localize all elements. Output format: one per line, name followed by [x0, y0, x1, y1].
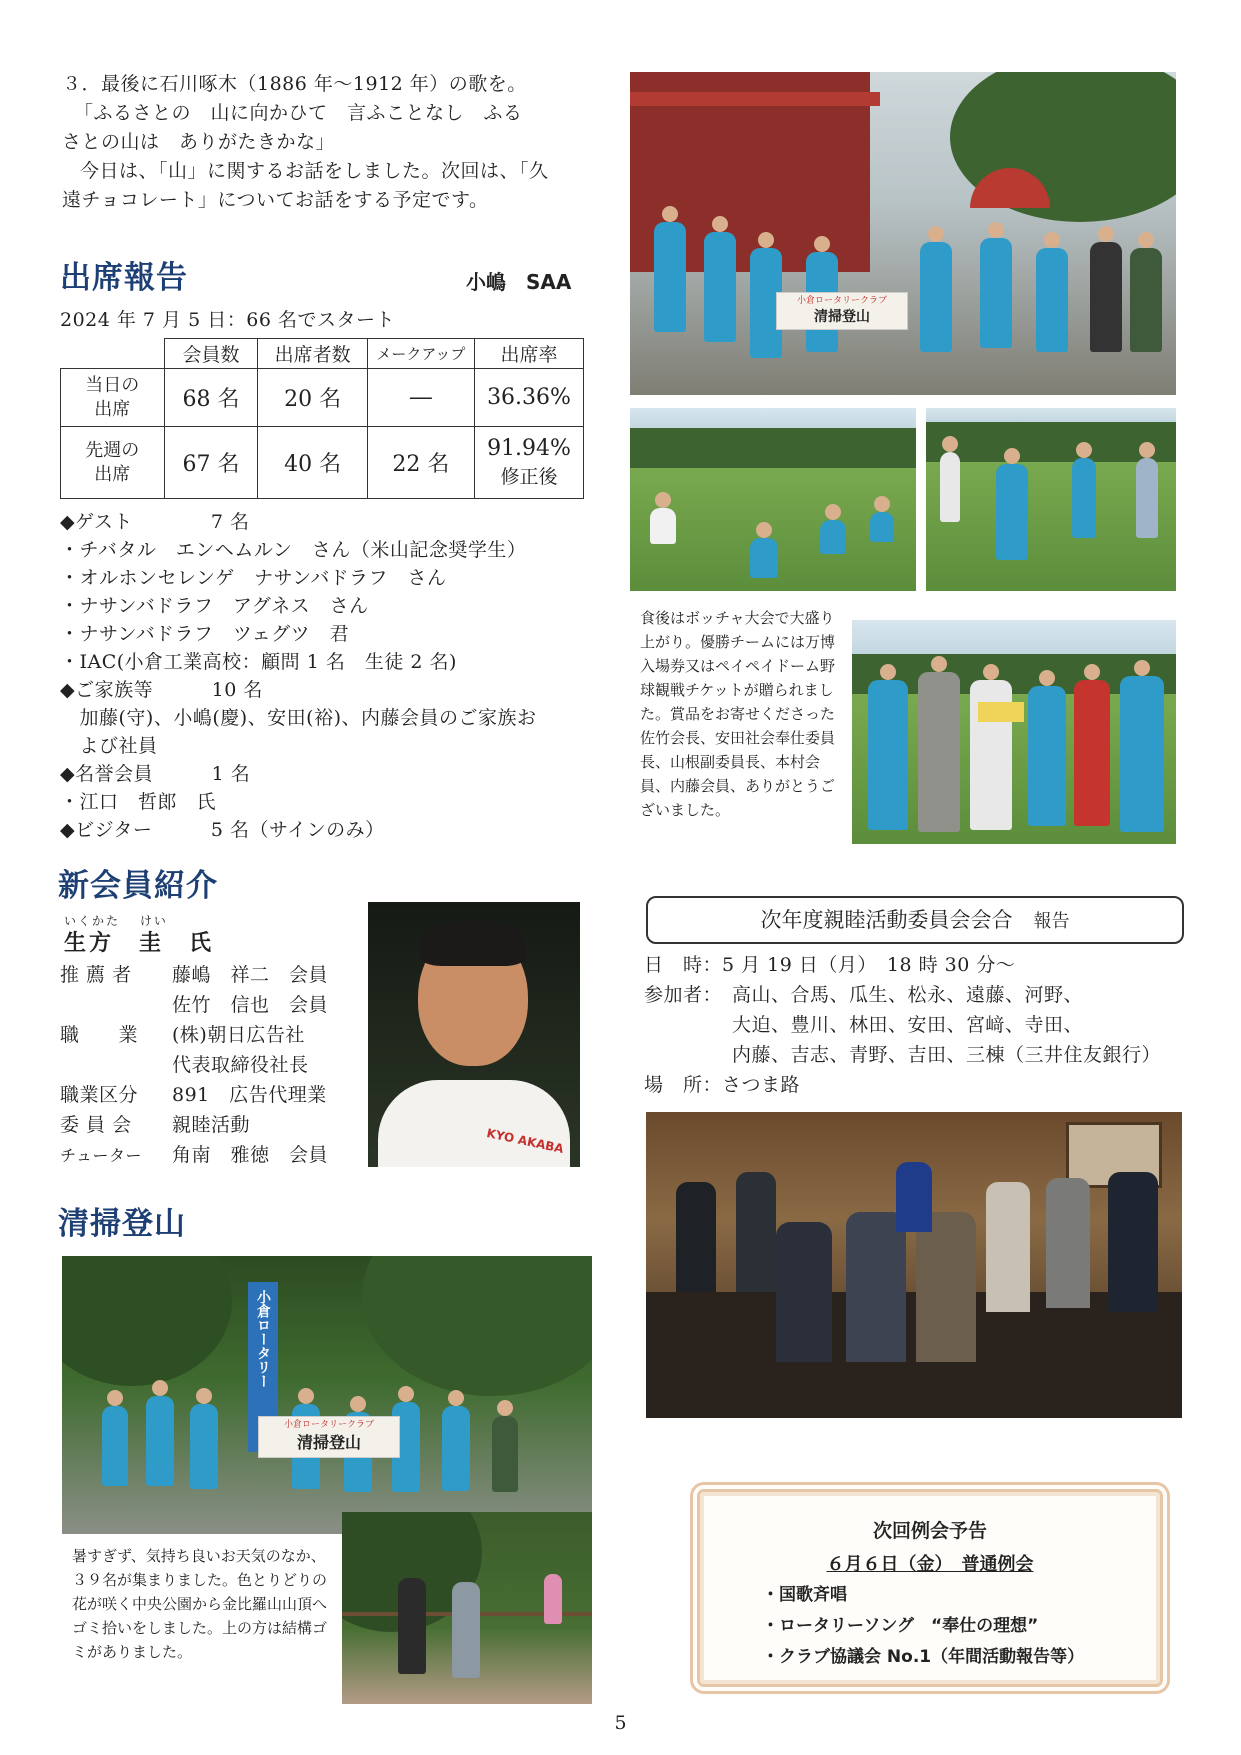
profile-row: 佐竹 信也 会員	[172, 994, 329, 1016]
table-row	[61, 369, 584, 427]
next-meeting-date: ６月６日（金） 普通例会	[826, 1554, 1034, 1575]
list-item: ・チバタル エンヘムルン さん（米山記念奨学生）	[60, 539, 527, 561]
shirt	[378, 1080, 570, 1167]
cleanup-heading: 清掃登山	[58, 1206, 186, 1242]
members-cell: 68 名	[164, 369, 258, 427]
attendees-cell: 20 名	[258, 369, 367, 427]
attendance-table	[60, 338, 584, 499]
list-item: ◆ゲスト 7 名	[60, 511, 250, 533]
makeup-cell: ―	[367, 369, 474, 427]
new-member-heading: 新会員紹介	[58, 868, 218, 904]
attendance-list	[60, 508, 610, 844]
intro-text	[62, 70, 602, 215]
new-member-profile	[60, 960, 328, 1171]
list-item: ・ナサンバドラフ ツェグツ 君	[60, 623, 350, 645]
meeting-title-box	[646, 896, 1184, 944]
intro-line: さとの山は ありがたきかな」	[62, 131, 336, 153]
list-item: 加藤(守)、小嶋(慶)、安田(裕)、内藤会員のご家族お	[60, 707, 537, 729]
list-item: ・オルホンセレンゲ ナサンバドラフ さん	[60, 567, 447, 589]
row-label: 出席	[94, 463, 131, 485]
list-item: ・江口 哲郎 氏	[60, 791, 217, 813]
path-walk-photo	[342, 1512, 592, 1704]
hair	[420, 920, 526, 966]
list-item: ・ナサンバドラフ アグネス さん	[60, 595, 369, 617]
meeting-title: 次年度親睦活動委員会会合	[760, 908, 1013, 932]
agenda-item: ・クラブ協議会 No.1（年間活動報告等）	[762, 1647, 1085, 1667]
intro-line: 遠チョコレート」についてお話をする予定です。	[62, 189, 489, 211]
profile-row: チューター 角南 雅徳 会員	[60, 1144, 329, 1166]
meeting-participants: 参加者： 高山、合馬、瓜生、松永、遠藤、河野、	[644, 984, 1084, 1006]
rate-cell: 36.36%	[475, 369, 584, 427]
list-item: よび社員	[60, 735, 158, 757]
award-group-photo	[852, 620, 1176, 844]
cleanup-group-photo	[62, 1256, 592, 1534]
rate-note: 修正後	[500, 465, 558, 488]
bocce-play-photo	[926, 408, 1176, 591]
new-member-name: 生方 圭 氏	[64, 931, 215, 956]
profile-row: 委 員 会 親睦活動	[60, 1114, 251, 1136]
table-header: メークアップ	[367, 339, 474, 369]
profile-row: 職 業 (株)朝日広告社	[60, 1024, 305, 1046]
attendees-cell: 40 名	[258, 427, 367, 499]
table-header: 出席者数	[258, 339, 367, 369]
list-item: ・IAC(小倉工業高校：顧問 1 名 生徒 2 名)	[60, 651, 457, 673]
rotary-banner: 小倉ロータリー	[248, 1282, 278, 1452]
row-label: 出席	[94, 398, 131, 420]
attendance-start: 2024 年 7 月 5 日：66 名でスタート	[60, 309, 395, 331]
intro-line: 「ふるさとの 山に向かひて 言ふことなし ふる	[74, 102, 523, 124]
page-number: 5	[614, 1712, 627, 1734]
picnic-photo	[630, 408, 916, 591]
makeup-cell: 22 名	[367, 427, 474, 499]
profile-row: 推 薦 者 藤嶋 祥二 会員	[60, 964, 329, 986]
cleanup-sign: 小倉ロータリークラブ 清掃登山	[258, 1416, 400, 1458]
attendance-reporter: 小嶋 SAA	[466, 270, 572, 294]
table-header: 会員数	[164, 339, 258, 369]
portrait-photo	[368, 902, 580, 1167]
attendance-heading: 出席報告	[60, 260, 188, 296]
meeting-place: 場 所：さつま路	[644, 1074, 801, 1096]
profile-row: 代表取締役社長	[172, 1054, 309, 1076]
next-meeting-title: 次回例会予告	[872, 1520, 987, 1542]
dinner-photo	[646, 1112, 1182, 1418]
list-item: ◆ビジター 5 名（サインのみ）	[60, 819, 385, 841]
next-meeting-agenda	[762, 1580, 1084, 1673]
bocce-caption: 食後はボッチャ大会で大盛り上がり。優勝チームには万博入場券又はペイペイドーム野球観戦チケットが贈られました。賞品をお寄せくださった佐竹会長、安田社会奉仕委員長、山根副委員長、本村会員、内藤会員、ありがとうございました。	[640, 609, 836, 819]
agenda-item: ・ロータリーソング “奉仕の理想”	[762, 1616, 1039, 1636]
intro-line: ３．最後に石川啄木（1886 年～1912 年）の歌を。	[62, 73, 527, 95]
list-item: ◆名誉会員 1 名	[60, 763, 251, 785]
row-label: 先週の	[85, 439, 140, 461]
rate-cell: 91.94%	[487, 435, 571, 461]
shirt-text: KYO AKABA	[485, 1126, 565, 1156]
meeting-details: 日 時：5 月 19 日（月） 18 時 30 分～ 参加者： 高山、合馬、瓜生、松永、遠藤、河野、 大迫、豊川、林田、安田、宮﨑、寺田、 内藤、吉志、青野、吉田、三棟（三井住友銀行） 場 所：さつま路	[644, 950, 1184, 1100]
name-ruby: いくかた けい	[64, 914, 168, 928]
meeting-title-suffix: 報告	[1033, 911, 1070, 932]
row-label: 当日の	[85, 374, 140, 396]
shrine-sign: 小倉ロータリークラブ 清掃登山	[776, 292, 908, 330]
table-row	[61, 427, 584, 499]
profile-row: 職業区分 891 広告代理業	[60, 1084, 327, 1106]
agenda-item: ・国歌斉唱	[762, 1585, 847, 1605]
table-header: 出席率	[475, 339, 584, 369]
members-cell: 67 名	[164, 427, 258, 499]
intro-line: 今日は、「山」に関するお話をしました。次回は、「久	[80, 160, 549, 182]
cleanup-caption: 暑すぎず、気持ち良いお天気のなか、３９名が集まりました。色とりどりの花が咲く中央公園から金比羅山山頂へゴミ拾いをしました。上の方は結構ゴミがありました。	[72, 1547, 328, 1661]
meeting-date: 日 時：5 月 19 日（月） 18 時 30 分～	[644, 954, 1016, 976]
list-item: ◆ご家族等 10 名	[60, 679, 263, 701]
shrine-group-photo	[630, 72, 1176, 395]
